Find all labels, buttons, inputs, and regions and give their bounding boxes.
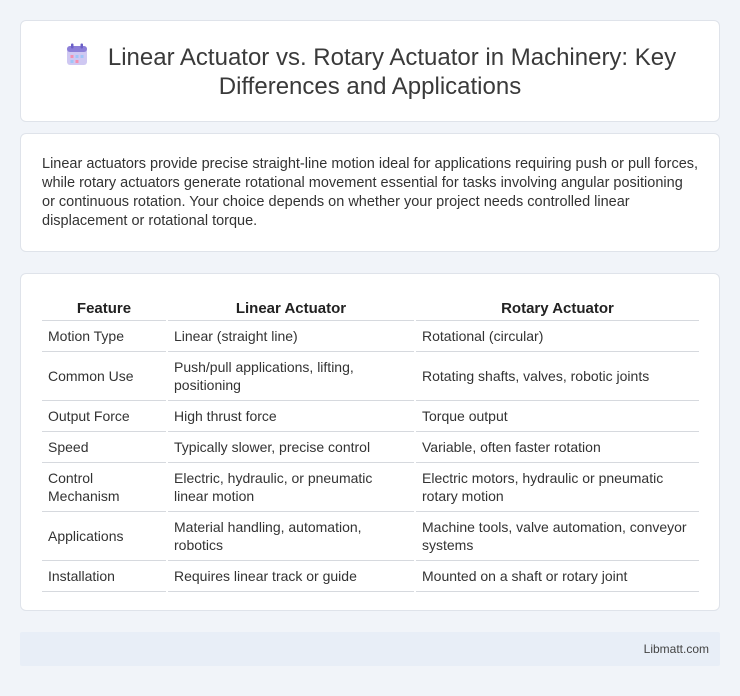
table-row	[42, 560, 699, 591]
intro-paragraph: Linear actuators provide precise straight-line motion ideal for applications requiring push or pull forces, while rotary actuators generate rotational movement essential for tasks involving angular positioning or continuous rotation. Your choice depends on whether your project needs controlled linear displacement or rotational torque.	[42, 156, 699, 229]
table-card	[20, 273, 720, 611]
table-row	[42, 400, 699, 431]
table-row	[42, 462, 699, 511]
header-linear-actuator: Linear Actuator	[167, 295, 415, 320]
cell-linear: Linear (straight line)	[167, 320, 415, 351]
cell-linear: Electric, hydraulic, or pneumatic linear motion	[167, 462, 415, 511]
header-feature: Feature	[42, 295, 167, 320]
cell-rotary: Electric motors, hydraulic or pneumatic rotary motion	[415, 462, 699, 511]
table-row	[42, 351, 699, 400]
intro-card	[20, 133, 720, 252]
table-row	[42, 511, 699, 560]
table-row	[42, 320, 699, 351]
cell-rotary: Machine tools, valve automation, conveyor systems	[415, 511, 699, 560]
cell-feature: Applications	[42, 511, 167, 560]
footer-brand: Libmatt.com	[643, 642, 709, 656]
cell-feature: Common Use	[42, 351, 167, 400]
page-title	[21, 43, 719, 101]
cell-rotary: Rotational (circular)	[415, 320, 699, 351]
cell-feature: Motion Type	[42, 320, 167, 351]
title-card	[20, 20, 720, 122]
cell-feature: Speed	[42, 431, 167, 462]
comparison-table	[42, 295, 699, 592]
cell-rotary: Mounted on a shaft or rotary joint	[415, 560, 699, 591]
header-rotary-actuator: Rotary Actuator	[415, 295, 699, 320]
footer-bar	[20, 632, 720, 666]
cell-rotary: Variable, often faster rotation	[415, 431, 699, 462]
page-title-text: Linear Actuator vs. Rotary Actuator in Machinery: Key Differences and Applications	[107, 44, 677, 100]
cell-rotary: Rotating shafts, valves, robotic joints	[415, 351, 699, 400]
cell-linear: Push/pull applications, lifting, positioning	[167, 351, 415, 400]
cell-linear: Requires linear track or guide	[167, 560, 415, 591]
cell-feature: Output Force	[42, 400, 167, 431]
table-row	[42, 431, 699, 462]
cell-linear: High thrust force	[167, 400, 415, 431]
cell-linear: Typically slower, precise control	[167, 431, 415, 462]
table-header-row	[42, 295, 699, 320]
cell-linear: Material handling, automation, robotics	[167, 511, 415, 560]
calendar-icon	[64, 43, 90, 67]
cell-feature: Installation	[42, 560, 167, 591]
cell-feature: Control Mechanism	[42, 462, 167, 511]
cell-rotary: Torque output	[415, 400, 699, 431]
